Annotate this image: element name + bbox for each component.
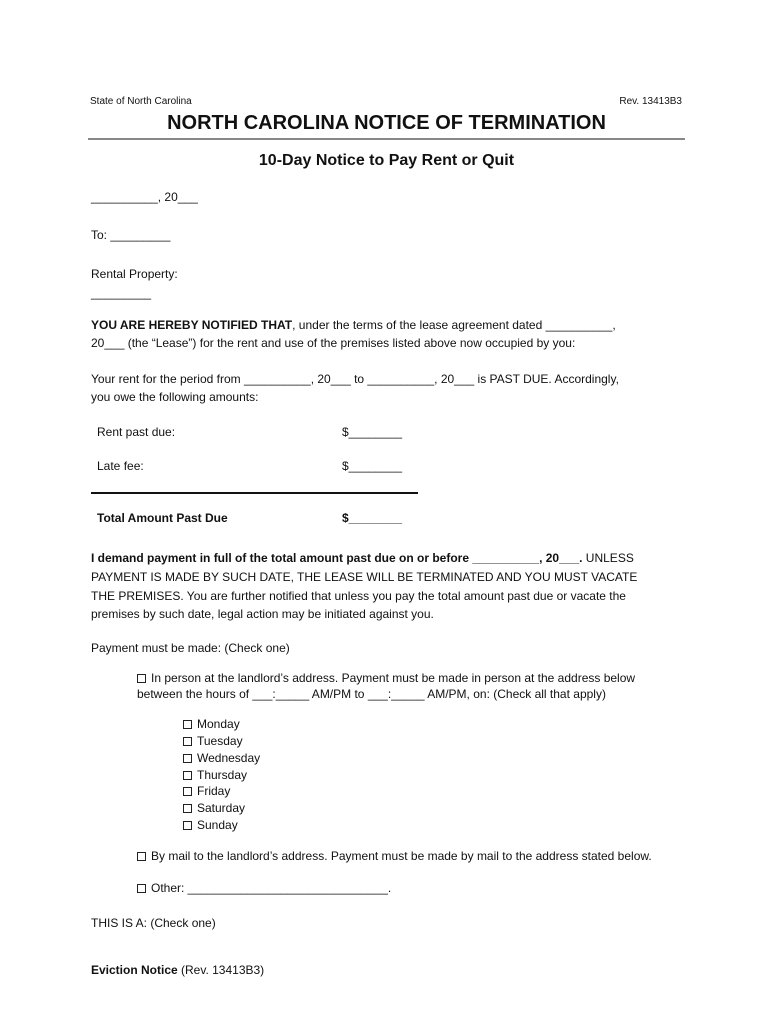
demand-line-4: premises by such date, legal action may be initiated against you. [91, 607, 434, 621]
late-fee-label: Late fee: [97, 459, 144, 473]
day-label: Sunday [197, 818, 238, 832]
day-friday[interactable] [183, 783, 230, 800]
day-label: Friday [197, 784, 231, 798]
day-saturday[interactable] [183, 800, 245, 817]
page-subtitle: 10-Day Notice to Pay Rent or Quit [258, 152, 515, 169]
checkbox-sunday[interactable] [183, 821, 192, 830]
rental-property-field[interactable]: _________ [91, 286, 152, 300]
day-sunday[interactable] [183, 817, 238, 834]
footer [91, 963, 264, 977]
demand-line-3: THE PREMISES. You are further notified that unless you pay the total amount past due or vacate the [91, 589, 626, 603]
option-by-mail[interactable] [137, 848, 652, 865]
by-mail-text: By mail to the landlord’s address. Payment must be made by mail to the address stated below. [151, 849, 652, 863]
rent-past-due-field[interactable]: $________ [342, 425, 403, 439]
option-other[interactable] [137, 880, 391, 897]
in-person-text: In person at the landlord’s address. Payment must be made in person at the address below [151, 671, 636, 685]
checkbox-other[interactable] [137, 884, 146, 893]
demand-rest: UNLESS [582, 551, 634, 565]
state-label: State of North Carolina [90, 96, 192, 107]
checkbox-in-person[interactable] [137, 674, 146, 683]
day-thursday[interactable] [183, 767, 247, 784]
day-wednesday[interactable] [183, 750, 260, 767]
day-monday[interactable] [183, 716, 240, 733]
footer-title: Eviction Notice [91, 963, 178, 977]
notice-line-2: 20___ (the “Lease”) for the rent and use of the premises listed above now occupied by you: [91, 336, 576, 350]
rent-period-line-1: Your rent for the period from __________, 20___ to __________, 20___ is PAST DUE. Accordingly, [91, 372, 619, 386]
day-label: Wednesday [197, 751, 261, 765]
late-fee-field[interactable]: $________ [342, 459, 403, 473]
demand-line-2: PAYMENT IS MADE BY SUCH DATE, THE LEASE WILL BE TERMINATED AND YOU MUST VACATE [91, 570, 638, 584]
checkbox-saturday[interactable] [183, 804, 192, 813]
to-field[interactable]: To: _________ [91, 228, 171, 242]
day-label: Tuesday [197, 734, 243, 748]
rent-past-due-label: Rent past due: [97, 425, 176, 439]
total-divider [91, 492, 418, 494]
day-label: Saturday [197, 801, 246, 815]
title-divider [88, 138, 685, 140]
checkbox-tuesday[interactable] [183, 737, 192, 746]
page-title: NORTH CAROLINA NOTICE OF TERMINATION [167, 112, 606, 134]
total-past-due-label: Total Amount Past Due [97, 511, 228, 525]
day-label: Monday [197, 717, 240, 731]
day-tuesday[interactable] [183, 733, 243, 750]
payment-prompt: Payment must be made: (Check one) [91, 641, 290, 655]
checkbox-thursday[interactable] [183, 771, 192, 780]
in-person-hours: between the hours of ___:_____ AM/PM to ___:_____ AM/PM, on: (Check all that apply) [137, 687, 606, 701]
total-past-due-field[interactable]: $________ [342, 511, 403, 525]
revision-label: Rev. 13413B3 [619, 96, 682, 107]
demand-bold: I demand payment in full of the total amount past due on or before __________, 20___. [91, 551, 583, 565]
other-text: Other: ______________________________. [151, 881, 392, 895]
date-field[interactable]: __________, 20___ [91, 190, 198, 204]
notice-lead-bold: YOU ARE HEREBY NOTIFIED THAT [91, 318, 293, 332]
notice-lead-rest: , under the terms of the lease agreement dated __________, [292, 318, 616, 332]
this-is-a-prompt: THIS IS A: (Check one) [91, 916, 216, 930]
checkbox-by-mail[interactable] [137, 852, 146, 861]
checkbox-wednesday[interactable] [183, 754, 192, 763]
demand-line-1 [91, 549, 681, 568]
checkbox-monday[interactable] [183, 720, 192, 729]
day-label: Thursday [197, 768, 248, 782]
rent-period-line-2: you owe the following amounts: [91, 390, 259, 404]
notice-line-1 [91, 316, 681, 335]
option-in-person[interactable] [137, 670, 635, 687]
rental-property-label: Rental Property: [91, 267, 178, 281]
footer-revision: (Rev. 13413B3) [177, 963, 265, 977]
checkbox-friday[interactable] [183, 787, 192, 796]
